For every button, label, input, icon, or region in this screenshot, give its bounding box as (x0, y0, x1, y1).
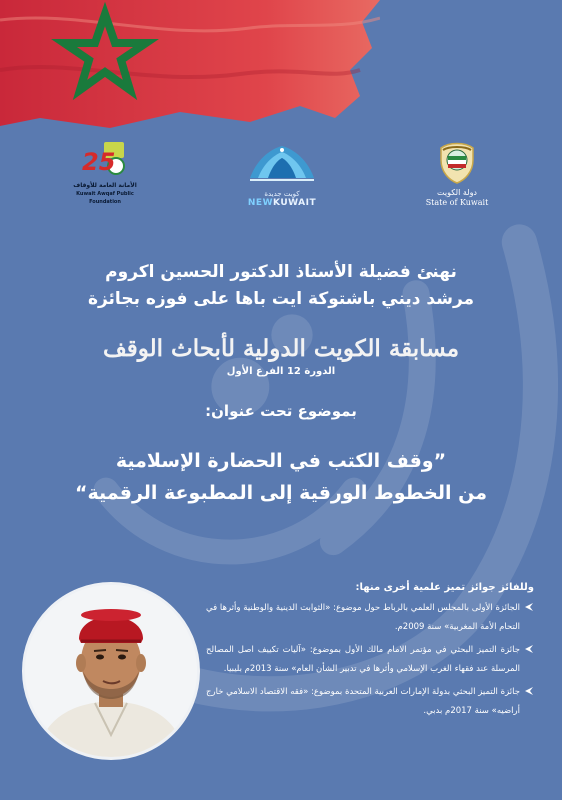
kuwait-emblem-icon (437, 140, 477, 184)
subject-label: بموضوع تحت عنوان: (205, 402, 357, 420)
new-kuwait-caption-ar: كويت جديدة (264, 190, 300, 198)
arrow-bullet-icon (524, 602, 534, 612)
award-item (206, 683, 534, 721)
new-kuwait-emblem-icon (244, 142, 320, 186)
topic-line-1: ”وقف الكتب في الحضارة الإسلامية (115, 450, 447, 472)
award-item (206, 599, 534, 637)
arrow-bullet-icon (524, 644, 534, 654)
award-item (206, 641, 534, 679)
new-word: NEW (247, 198, 273, 208)
awards-title: وللفائز جوائز تميز علمية أخرى منها: (355, 582, 534, 593)
topic-line-2: من الخطوط الورقية إلى المطبوعة الرقمية“ (75, 482, 487, 504)
arrow-bullet-icon (524, 686, 534, 696)
kuwait-caption-en: State of Kuwait (425, 198, 489, 207)
awqaf-emblem (82, 140, 128, 182)
awqaf-number: 25 (82, 148, 116, 176)
kuwait-word: KUWAIT (273, 198, 317, 208)
state-of-kuwait-logo (412, 140, 502, 208)
awards-section (206, 582, 534, 725)
awqaf-logo (60, 140, 150, 206)
competition-title: مسابقة الكويت الدولية لأبحاث الوقف (102, 335, 460, 362)
morocco-flag-icon (0, 0, 380, 130)
logos-row (0, 138, 562, 220)
congrats-line-2: مرشد ديني باشتوكة ايت باها على فوزه بجائزة (87, 289, 475, 309)
session-label: الدورة 12 الفرع الأول (226, 366, 336, 377)
awqaf-caption-ar: الأمانة العامة للأوقاف (73, 182, 137, 189)
award-text: جائزة التميز البحثي بدولة الإمارات العربية المتحدة بموضوع: «فقه الاقتصاد الاسلامي خارج أراضيه» سنة 2017م بدبي. (206, 687, 520, 716)
portrait-figure-icon (25, 585, 197, 757)
award-text: الجائزة الأولى بالمجلس العلمي بالرباط حول موضوع: «الثوابت الدينية والوطنية وأثرها في التحام الأمة المغربية» سنة 2009م. (206, 603, 520, 632)
awqaf-caption-en: Kuwait Awqaf Public Foundation (76, 191, 134, 205)
congrats-line-1: نهنئ فضيلة الأستاذ الدكتور الحسين اكروم (105, 262, 457, 282)
new-kuwait-logo (232, 142, 332, 208)
new-kuwait-caption-en (232, 198, 332, 208)
award-text: جائزة التميز البحثي في مؤتمر الامام مالك الأول بموضوع: «آليات تكييف اصل المصالح المرسلة عند فقهاء الغرب الإسلامي وأثرها في تدبير الشأن العام» سنة 2013م بليبيا. (206, 645, 520, 674)
kuwait-caption-ar: دولة الكويت (437, 188, 477, 197)
portrait-photo (22, 582, 200, 760)
